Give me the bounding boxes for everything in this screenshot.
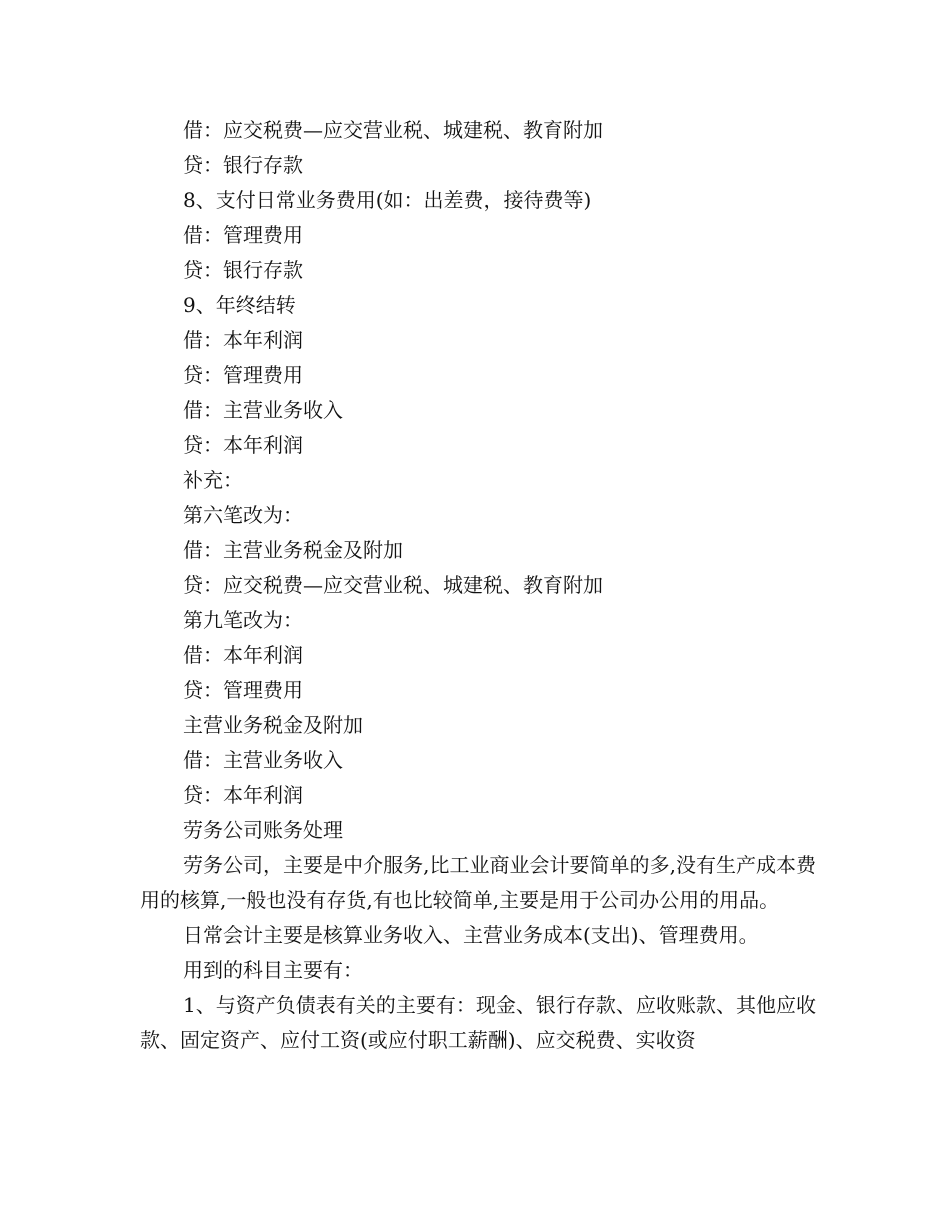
section-heading: 劳务公司账务处理 [183, 818, 343, 842]
journal-line-credit-tax: 贷：应交税费—应交营业税、城建税、教育附加 [183, 573, 603, 597]
paragraph-balance-sheet-accounts: 1、与资产负债表有关的主要有：现金、银行存款、应收账款、其他应收款、固定资产、应付工资(或应付职工薪酬)、应交税费、实收资 [140, 993, 816, 1052]
journal-line-credit-profit: 贷：本年利润 [183, 433, 303, 457]
journal-line-debit-admin: 借：管理费用 [183, 223, 303, 247]
step-8-heading: 8、支付日常业务费用(如：出差费，接待费等) [183, 188, 592, 212]
amend-9-heading: 第九笔改为： [183, 608, 303, 632]
journal-line-credit-admin: 贷：管理费用 [183, 363, 303, 387]
journal-line-surtax: 主营业务税金及附加 [183, 713, 363, 737]
supplement-heading: 补充： [183, 468, 243, 492]
paragraph-accounts-intro: 用到的科目主要有： [183, 958, 363, 982]
document-body [140, 113, 816, 1058]
journal-line-debit-surtax: 借：主营业务税金及附加 [183, 538, 403, 562]
journal-line-debit-profit: 借：本年利润 [183, 643, 303, 667]
journal-line-debit-tax: 借：应交税费—应交营业税、城建税、教育附加 [183, 118, 603, 142]
step-9-heading: 9、年终结转 [183, 293, 296, 317]
journal-line-debit-revenue: 借：主营业务收入 [183, 398, 343, 422]
journal-line-credit-admin: 贷：管理费用 [183, 678, 303, 702]
paragraph-intro: 劳务公司，主要是中介服务,比工业商业会计要简单的多,没有生产成本费用的核算,一般也没有存货,有也比较简单,主要是用于公司办公用的用品。 [140, 853, 816, 912]
journal-line-debit-revenue: 借：主营业务收入 [183, 748, 343, 772]
journal-line-debit-profit: 借：本年利润 [183, 328, 303, 352]
journal-line-credit-bank: 贷：银行存款 [183, 258, 303, 282]
journal-line-credit-profit: 贷：本年利润 [183, 783, 303, 807]
paragraph-daily-accounting: 日常会计主要是核算业务收入、主营业务成本(支出)、管理费用。 [183, 923, 759, 947]
amend-6-heading: 第六笔改为： [183, 503, 303, 527]
journal-line-credit-bank: 贷：银行存款 [183, 153, 303, 177]
